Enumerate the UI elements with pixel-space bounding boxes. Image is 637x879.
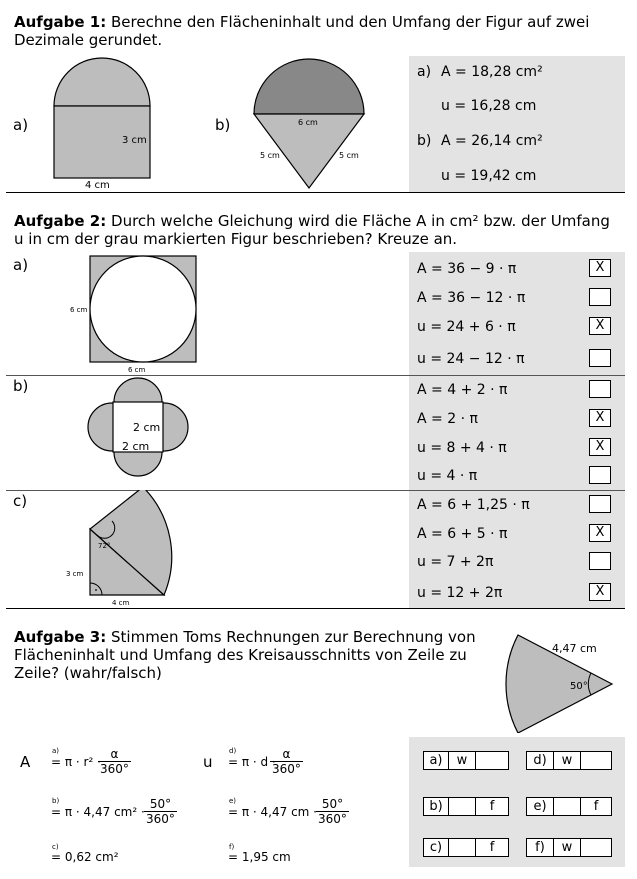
task2-b-option-1: A = 4 + 2 · π	[417, 382, 508, 398]
task3-step-e: = π · 4,47 cm ·	[228, 805, 317, 819]
task2-figure-c	[60, 490, 190, 610]
task2-b-option-3: u = 8 + 4 · π	[417, 440, 507, 456]
task2-c-checkbox-1[interactable]	[589, 495, 611, 513]
task3-step-d-den: 360°	[272, 762, 301, 776]
task2-a-option-2: A = 36 − 12 · π	[417, 290, 526, 306]
task3-answer-e-f[interactable]: f	[593, 799, 599, 814]
task2-c-option-2: A = 6 + 5 · π	[417, 526, 508, 542]
task2-figure-b	[84, 376, 192, 488]
task3-answer-b-label: b)	[424, 798, 449, 815]
task3-answer-c-w[interactable]	[449, 839, 476, 856]
task1-answer-a-area: A = 18,28 cm²	[441, 64, 543, 80]
task3-title: Aufgabe 3:	[14, 628, 107, 646]
task1-prompt	[14, 13, 624, 49]
task1-fig-a-base: 4 cm	[85, 180, 110, 191]
task2-a-checkbox-4[interactable]	[589, 349, 611, 367]
task2-a-option-4: u = 24 − 12 · π	[417, 351, 525, 367]
task2-fig-b-side: 2 cm	[133, 421, 161, 434]
task3-answer-a[interactable]	[423, 751, 509, 770]
task2-b-checkbox-3[interactable]: X	[589, 438, 611, 456]
task3-tag-a: a)	[52, 747, 60, 755]
task2-c-option-4: u = 12 + 2π	[417, 585, 503, 601]
task3-answer-b-f[interactable]: f	[489, 799, 495, 814]
task3-answer-a-w[interactable]: w	[449, 752, 476, 769]
task2-b-option-4: u = 4 · π	[417, 468, 478, 484]
task3-answer-a-f[interactable]	[476, 752, 508, 769]
task3-prompt	[14, 628, 484, 682]
task3-answer-e[interactable]	[526, 797, 612, 816]
task2-a-option-1: A = 36 − 9 · π	[417, 261, 517, 277]
task3-answer-e-w[interactable]	[554, 798, 581, 815]
task3-step-b-den: 360°	[146, 812, 175, 826]
task2-b-option-2: A = 2 · π	[417, 411, 478, 427]
task1-title: Aufgabe 1:	[14, 13, 107, 31]
task2-c-checkbox-4[interactable]: X	[589, 583, 611, 601]
task3-answer-b[interactable]	[423, 797, 509, 816]
task3-step-a-frac	[98, 747, 131, 776]
task3-var-a: A	[20, 753, 31, 771]
task2-c-option-3: u = 7 + 2π	[417, 554, 494, 570]
task3-answer-f-f[interactable]	[581, 839, 611, 856]
task3-text: Stimmen Toms Rechnungen zur Berechnung von Flächeninhalt und Umfang des Kreisausschnitts von Zeile zu Zeile? (wahr/falsch)	[14, 628, 476, 682]
task2-part-a-label: a)	[13, 256, 29, 274]
task2-c-option-1: A = 6 + 1,25 · π	[417, 497, 530, 513]
task3-step-a-den: 360°	[100, 762, 129, 776]
task3-step-b: = π · 4,47 cm² ·	[51, 805, 145, 819]
task3-tag-d: d)	[229, 747, 237, 755]
task3-step-e-expr: π · 4,47 cm ·	[241, 805, 317, 819]
task1-figure-b	[248, 55, 370, 193]
task3-tag-e: e)	[229, 797, 237, 805]
task1-fig-a-label: a)	[13, 116, 29, 134]
task3-sector-angle: 50°	[570, 681, 588, 692]
task1-fig-b-right: 5 cm	[339, 151, 359, 160]
task1-answer-b-area: A = 26,14 cm²	[441, 133, 543, 149]
task2-b-checkbox-1[interactable]	[589, 380, 611, 398]
task1-fig-b-top: 6 cm	[298, 118, 318, 127]
task2-fig-a-base: 6 cm	[128, 366, 146, 374]
task3-step-e-den: 360°	[318, 812, 347, 826]
task1-figure-a	[40, 55, 160, 193]
task2-figure-a	[66, 252, 202, 374]
task3-tag-f: f)	[229, 843, 235, 851]
task3-answer-b-w[interactable]	[449, 798, 476, 815]
task2-a-checkbox-3[interactable]: X	[589, 317, 611, 335]
divider	[6, 192, 625, 193]
task3-step-d-num: α	[282, 747, 291, 761]
task2-title: Aufgabe 2:	[14, 212, 107, 230]
task3-step-c-expr: 0,62 cm²	[64, 850, 119, 864]
task1-answer-a-label: a)	[417, 64, 432, 80]
task3-answer-a-label: a)	[424, 752, 449, 769]
task1-answer-b-label: b)	[417, 133, 432, 149]
task2-c-checkbox-2[interactable]: X	[589, 524, 611, 542]
task1-answer-a-perimeter: u = 16,28 cm	[441, 98, 537, 114]
task3-answer-c[interactable]	[423, 838, 509, 857]
task3-answer-d-label: d)	[527, 752, 554, 769]
task3-step-b-frac	[144, 797, 177, 826]
task2-prompt	[14, 212, 624, 248]
task2-fig-b-base: 2 cm	[122, 440, 150, 453]
task3-step-a-num: α	[110, 747, 119, 761]
task3-answer-f[interactable]	[526, 838, 612, 857]
task3-answer-d-f[interactable]	[581, 752, 611, 769]
divider	[6, 608, 625, 609]
task3-step-c: = 0,62 cm²	[51, 850, 119, 864]
task2-b-checkbox-2[interactable]: X	[589, 409, 611, 427]
task2-fig-a-side: 6 cm	[70, 306, 88, 314]
task1-answer-b-perimeter: u = 19,42 cm	[441, 168, 537, 184]
task2-fig-c-side: 3 cm	[66, 570, 84, 578]
task2-a-checkbox-2[interactable]	[589, 288, 611, 306]
task1-fig-a-side: 3 cm	[122, 135, 147, 146]
task3-var-u: u	[203, 753, 213, 771]
task2-part-b-label: b)	[13, 377, 29, 395]
task2-part-c-label: c)	[13, 492, 28, 510]
task2-text: Durch welche Gleichung wird die Fläche A in cm² bzw. der Umfang u in cm der grau markierten Figur beschrieben? Kreuze an.	[14, 212, 610, 248]
task3-step-d-frac	[270, 747, 303, 776]
task3-step-e-frac	[316, 797, 349, 826]
task3-tag-b: b)	[52, 797, 60, 805]
task2-fig-c-base: 4 cm	[112, 599, 130, 607]
task3-step-d: = π · d ·	[228, 755, 276, 769]
task3-answer-f-w[interactable]: w	[554, 839, 581, 856]
task2-fig-c-angle: 72°	[98, 542, 111, 550]
task2-a-option-3: u = 24 + 6 · π	[417, 319, 516, 335]
task2-a-checkbox-1[interactable]: X	[589, 259, 611, 277]
task3-step-f-expr: 1,95 cm	[241, 850, 291, 864]
task3-answer-c-label: c)	[424, 839, 449, 856]
task3-answer-d-w[interactable]: w	[554, 752, 581, 769]
task3-step-b-expr: π · 4,47 cm² ·	[64, 805, 145, 819]
task1-fig-b-label: b)	[215, 116, 231, 134]
task3-answer-f-label: f)	[527, 839, 554, 856]
task3-sector-radius: 4,47 cm	[552, 642, 597, 655]
task3-step-b-num: 50°	[149, 797, 172, 811]
task3-step-a: = π · r² ·	[51, 755, 101, 769]
task3-sector-figure	[490, 628, 620, 733]
task1-fig-b-left: 5 cm	[260, 151, 280, 160]
task3-step-e-num: 50°	[321, 797, 344, 811]
task3-answer-d[interactable]	[526, 751, 612, 770]
task3-step-f: = 1,95 cm	[228, 850, 291, 864]
task3-tag-c: c)	[52, 843, 59, 851]
task2-c-checkbox-3[interactable]	[589, 552, 611, 570]
task3-step-a-expr: π · r² ·	[64, 755, 101, 769]
task3-step-d-expr: π · d ·	[241, 755, 276, 769]
task3-answer-c-f[interactable]: f	[489, 840, 495, 855]
task1-text: Berechne den Flächeninhalt und den Umfang der Figur auf zwei Dezimale gerundet.	[14, 13, 590, 49]
task2-b-checkbox-4[interactable]	[589, 466, 611, 484]
task3-answer-e-label: e)	[527, 798, 554, 815]
